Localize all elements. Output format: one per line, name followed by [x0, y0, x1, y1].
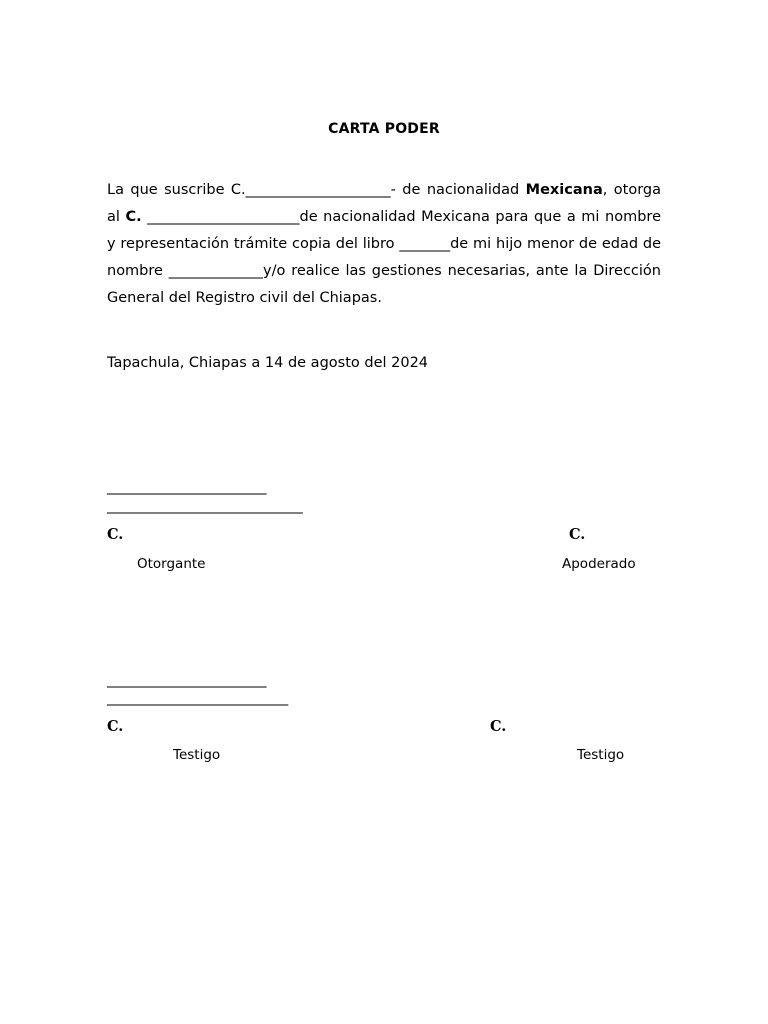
- testigo2-c-label: C.: [490, 718, 507, 735]
- signature-line-2: ___________________________: [107, 498, 303, 514]
- testigo1-c-label: C.: [107, 718, 124, 735]
- paragraph-text-3: _____________________de nacionalidad Mexicana para que a mi nombre y representación trámite copia del libro _______de mi hijo menor de edad de nombre _____________y/o realice las gestiones necesarias, ante la Dirección General del Registro civil del Chiapas.: [107, 209, 661, 306]
- apoderado-c-label: C.: [569, 526, 586, 543]
- testigo1-label: Testigo: [173, 747, 221, 763]
- paragraph-bold-nationality: Mexicana: [525, 182, 603, 198]
- otorgante-c-label: C.: [107, 526, 124, 543]
- testigo2-label: Testigo: [577, 747, 625, 763]
- signature-line-3: ______________________: [107, 672, 267, 688]
- paragraph-text-1: La que suscribe C.____________________- de nacionalidad: [107, 182, 526, 198]
- signature-line-1: ______________________: [107, 479, 267, 495]
- place-date: Tapachula, Chiapas a 14 de agosto del 2024: [107, 355, 429, 371]
- body-paragraph: [107, 177, 661, 312]
- paragraph-text-2: , otorga al: [107, 182, 661, 225]
- document-title: CARTA PODER: [328, 121, 440, 137]
- signature-line-4: _________________________: [107, 690, 289, 706]
- paragraph-bold-c: C.: [125, 209, 142, 225]
- otorgante-label: Otorgante: [137, 556, 206, 572]
- apoderado-label: Apoderado: [562, 556, 636, 572]
